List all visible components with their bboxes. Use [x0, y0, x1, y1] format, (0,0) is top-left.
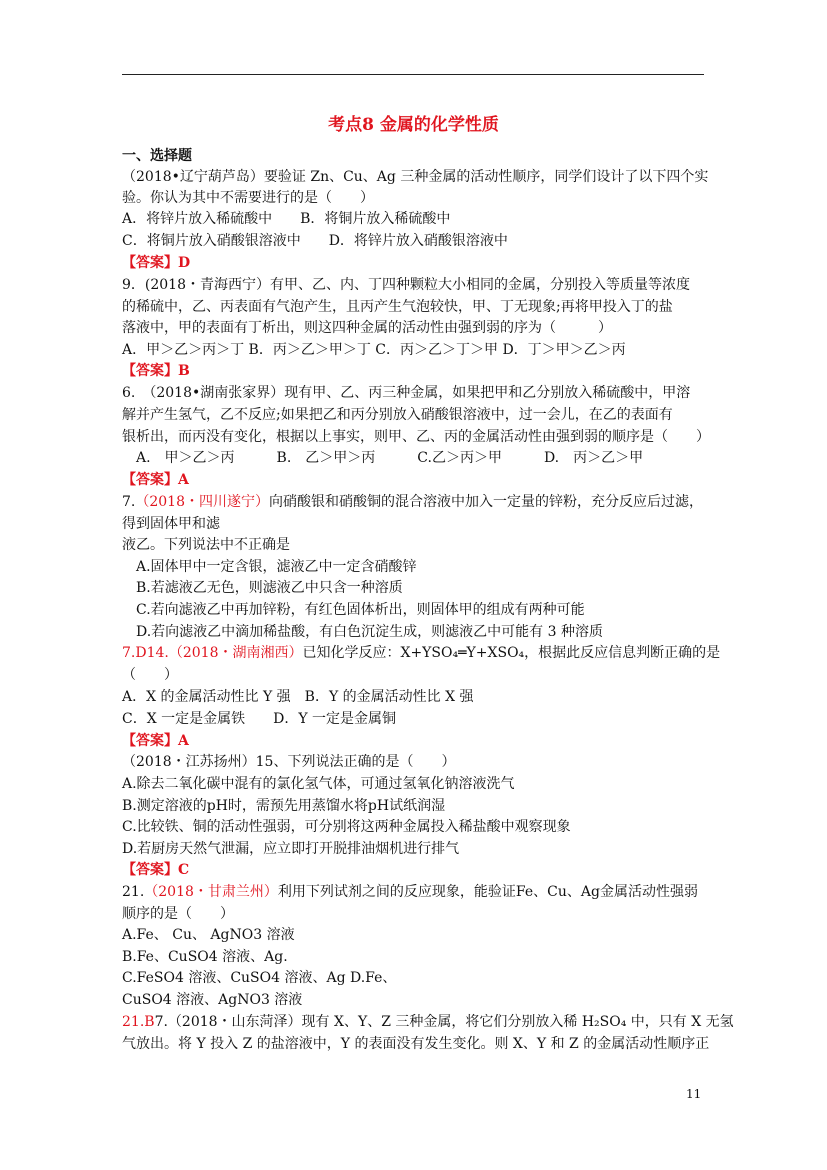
- q4-number: 7.: [122, 494, 136, 510]
- answer-label: 【答案】: [122, 255, 178, 271]
- q4-line-1: [122, 492, 703, 512]
- q7-option-a: A.Fe、 Cu、 AgNO3 溶液: [122, 927, 295, 943]
- q6-option-d: D.若厨房天然气泄漏，应立即打开脱排油烟机进行排气: [122, 841, 460, 857]
- q1-line-2: 验。你认为其中不需要进行的是（ ）: [122, 190, 374, 206]
- q3-line-3: 银析出，而丙没有变化，根据以上事实，则甲、乙、丙的金属活动性由强到弱的顺序是（ ）: [122, 429, 710, 445]
- page-number: 11: [686, 1087, 702, 1101]
- header-rule: [122, 74, 704, 75]
- q4-option-a: A.固体甲中一定含银，滤液乙中一定含硝酸锌: [136, 559, 417, 575]
- q6-answer: [122, 860, 189, 880]
- page-title: 考点8 金属的化学性质: [328, 115, 499, 135]
- answer-label: 【答案】: [122, 363, 178, 379]
- q2-line-3: 落液中，甲的表面有丁析出，则这四种金属的活动性由强到弱的序为（ ）: [122, 320, 612, 336]
- q7-option-c: C.FeSO4 溶液、CuSO4 溶液、Ag D.Fe、: [122, 970, 397, 986]
- q6-option-c: C.比较铁、铜的活动性强弱，可分别将这两种金属投入稀盐酸中观察现象: [122, 819, 571, 835]
- q7-source: （2018・甘肃兰州）: [144, 884, 278, 900]
- answer-label: 【答案】: [122, 472, 178, 488]
- q2-line-2: 的稀硫中，乙、丙表面有气泡产生，且丙产生气泡较快，甲、丁无现象;再将甲投入丁的盐: [122, 299, 673, 315]
- q7-option-d: CuSO4 溶液、AgNO3 溶液: [122, 992, 303, 1008]
- q5-options-cd: C．X 一定是金属铁 D．Y 一定是金属铜: [122, 711, 397, 727]
- q3-line-2: 解并产生氢气，乙不反应;如果把乙和丙分别放入硝酸银溶液中，过一会儿，在乙的表面有: [122, 407, 673, 423]
- q7-stem: 利用下列试剂之间的反应现象，能验证Fe、Cu、Ag金属活动性强弱: [277, 884, 698, 900]
- q4-line-2: 得到固体甲和滤: [122, 516, 220, 532]
- q8-line-2: 气放出。将 Y 投入 Z 的盐溶液中，Y 的表面没有发生变化。则 X、Y 和 Z 的金属活动性顺序正: [122, 1036, 710, 1052]
- q2-answer: [122, 361, 190, 381]
- q3-options: A. 甲＞乙＞丙 B. 乙＞甲＞丙 C.乙＞丙＞甲 D. 丙＞乙＞甲: [136, 450, 644, 466]
- q4-line-3: 液乙。下列说法中不正确是: [122, 537, 290, 553]
- q8-number: 21.B: [122, 1014, 155, 1030]
- q5-line-1: [122, 643, 720, 663]
- q1-options-cd: C．将铜片放入硝酸银溶液中 D．将锌片放入硝酸银溶液中: [122, 233, 508, 249]
- q7-number: 21.: [122, 884, 145, 900]
- answer-value: C: [178, 862, 190, 878]
- q4-source: （2018・四川遂宁）: [135, 494, 269, 510]
- q3-answer: [122, 470, 189, 490]
- q6-line-1: （2018・江苏扬州）15、下列说法正确的是（ ）: [122, 754, 456, 770]
- q6-option-a: A.除去二氧化碳中混有的氯化氢气体，可通过氢氧化钠溶液洗气: [122, 776, 515, 792]
- q4-option-d: D.若向滤液乙中滴加稀盐酸，有白色沉淀生成，则滤液乙中可能有 3 种溶质: [136, 624, 603, 640]
- q7-line-1: [122, 882, 698, 902]
- q1-answer: [122, 253, 190, 273]
- answer-value: A: [178, 733, 189, 749]
- answer-value: A: [178, 472, 189, 488]
- answer-label: 【答案】: [122, 862, 178, 878]
- answer-label: 【答案】: [122, 733, 178, 749]
- q4-stem: 向硝酸银和硝酸铜的混合溶液中加入一定量的锌粉，充分反应后过滤，: [269, 494, 703, 510]
- q8-line-1: [122, 1012, 734, 1032]
- section-heading: 一、选择题: [122, 148, 192, 164]
- q2-options: A．甲＞乙＞丙＞丁 B．丙＞乙＞甲＞丁 C．丙＞乙＞丁＞甲 D．丁＞甲＞乙＞丙: [122, 342, 626, 358]
- q5-answer: [122, 731, 189, 751]
- q5-number-source: 7.D14.（2018・湖南湘西）: [122, 645, 303, 661]
- q7-line-2: 顺序的是（ ）: [122, 906, 234, 922]
- q3-line-1: 6. （2018•湖南张家界）现有甲、乙、丙三种金属，如果把甲和乙分别放入稀硫酸中，甲溶: [122, 385, 691, 401]
- q5-options-ab: A．X 的金属活动性比 Y 强 B．Y 的金属活动性比 X 强: [122, 689, 474, 705]
- q4-option-b: B.若滤液乙无色，则滤液乙中只含一种溶质: [136, 580, 403, 596]
- q6-option-b: B.测定溶液的pH时，需预先用蒸馏水将pH试纸润湿: [122, 798, 446, 814]
- q5-line-2: （ ）: [122, 667, 178, 683]
- q1-options-ab: A．将锌片放入稀硫酸中 B．将铜片放入稀硫酸中: [122, 211, 451, 227]
- q7-option-b: B.Fe、CuSO4 溶液、Ag.: [122, 949, 288, 965]
- q2-line-1: 9．(2018・青海西宁）有甲、乙、内、丁四种颗粒大小相同的金属，分别投入等质量等浓度: [122, 277, 690, 293]
- answer-value: D: [178, 255, 191, 271]
- q1-line-1: （2018•辽宁葫芦岛）要验证 Zn、Cu、Ag 三种金属的活动性顺序，同学们设计了以下四个实: [122, 169, 709, 185]
- q5-stem: 已知化学反应：X+YSO₄═Y+XSO₄，根据此反应信息判断正确的是: [302, 645, 721, 661]
- q4-option-c: C.若向滤液乙中再加锌粉，有红色固体析出，则固体甲的组成有两种可能: [136, 602, 585, 618]
- q8-stem: 7.（2018・山东菏泽）现有 X、Y、Z 三种金属，将它们分别放入稀 H₂SO₄ 中，只有 X 无氢: [154, 1014, 734, 1030]
- answer-value: B: [178, 363, 190, 379]
